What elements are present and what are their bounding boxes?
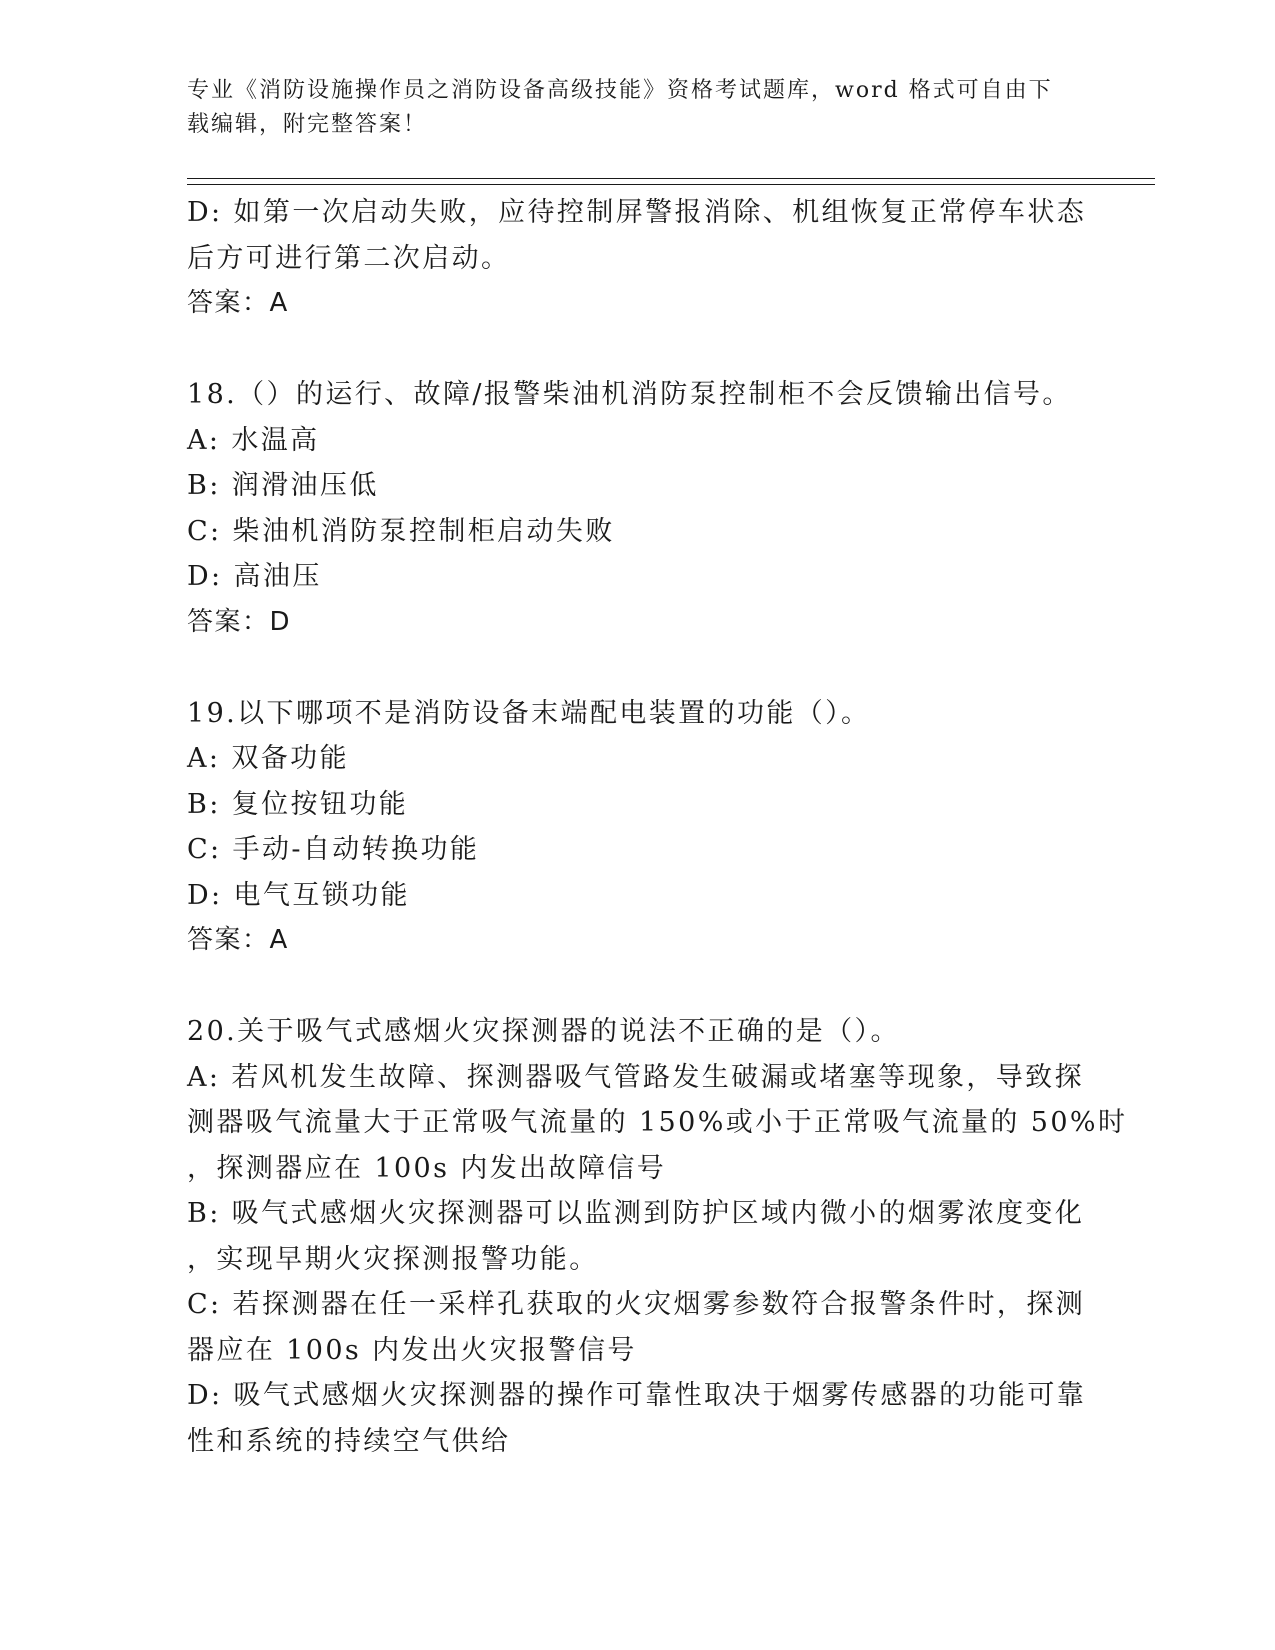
header-line-1: 专业《消防设施操作员之消防设备高级技能》资格考试题库，word 格式可自由下 (187, 78, 1053, 103)
option-d: D: 高油压 (187, 561, 322, 592)
spacer (187, 964, 1077, 1010)
question-stem: 19.以下哪项不是消防设备末端配电装置的功能（）。 (187, 697, 871, 729)
option-b-line-1: B: 吸气式感烟火灾探测器可以监测到防护区域内微小的烟雾浓度变化 (187, 1198, 1085, 1229)
option-a-line-3: ，探测器应在 100s 内发出故障信号 (187, 1152, 667, 1184)
option-c-line-2: 器应在 100s 内发出火灾报警信号 (187, 1334, 637, 1366)
option-a-line-1: A: 若风机发生故障、探测器吸气管路发生破漏或堵塞等现象，导致探 (187, 1061, 1084, 1093)
option-d-line-2: 性和系统的持续空气供给 (187, 1425, 511, 1457)
option-c: C: 柴油机消防泵控制柜启动失败 (187, 515, 615, 547)
option-a: A: 双备功能 (187, 743, 349, 774)
question-stem: 18.（）的运行、故障/报警柴油机消防泵控制柜不会反馈输出信号。 (187, 379, 1072, 410)
spacer (187, 645, 1077, 691)
option-b: B: 润滑油压低 (187, 470, 379, 501)
question-19 (187, 691, 1077, 964)
header-divider-top (187, 178, 1155, 179)
option-b: B: 复位按钮功能 (187, 788, 409, 820)
question-stem: 20.关于吸气式感烟火灾探测器的说法不正确的是（）。 (187, 1016, 900, 1047)
question-content (187, 190, 1128, 1464)
answer-18: 答案：D (187, 606, 292, 637)
option-c-line-1: C: 若探测器在任一采样孔获取的火灾烟雾参数符合报警条件时，探测 (187, 1289, 1086, 1320)
option-c: C: 手动-自动转换功能 (187, 834, 480, 865)
option-b-line-2: ，实现早期火灾探测报警功能。 (187, 1243, 599, 1275)
option-d-line-1: D: 吸气式感烟火灾探测器的操作可靠性取决于烟雾传感器的功能可靠 (187, 1380, 1087, 1411)
option-a: A: 水温高 (187, 424, 320, 456)
answer-19: 答案：A (187, 925, 289, 955)
header-divider-bottom (187, 184, 1155, 185)
answer-17: 答案：A (187, 288, 289, 318)
option-d-line-1: D: 如第一次启动失败，应待控制屏警报消除、机组恢复正常停车状态 (187, 197, 1087, 228)
option-d-line-2: 后方可进行第二次启动。 (187, 242, 511, 274)
question-18 (187, 372, 1077, 645)
question-20 (187, 1009, 1128, 1464)
option-d: D: 电气互锁功能 (187, 879, 410, 911)
spacer (187, 327, 1077, 373)
document-header (187, 74, 1087, 142)
option-a-line-2: 测器吸气流量大于正常吸气流量的 150%或小于正常吸气流量的 50%时 (187, 1107, 1128, 1138)
header-line-2: 载编辑，附完整答案！ (187, 112, 428, 137)
